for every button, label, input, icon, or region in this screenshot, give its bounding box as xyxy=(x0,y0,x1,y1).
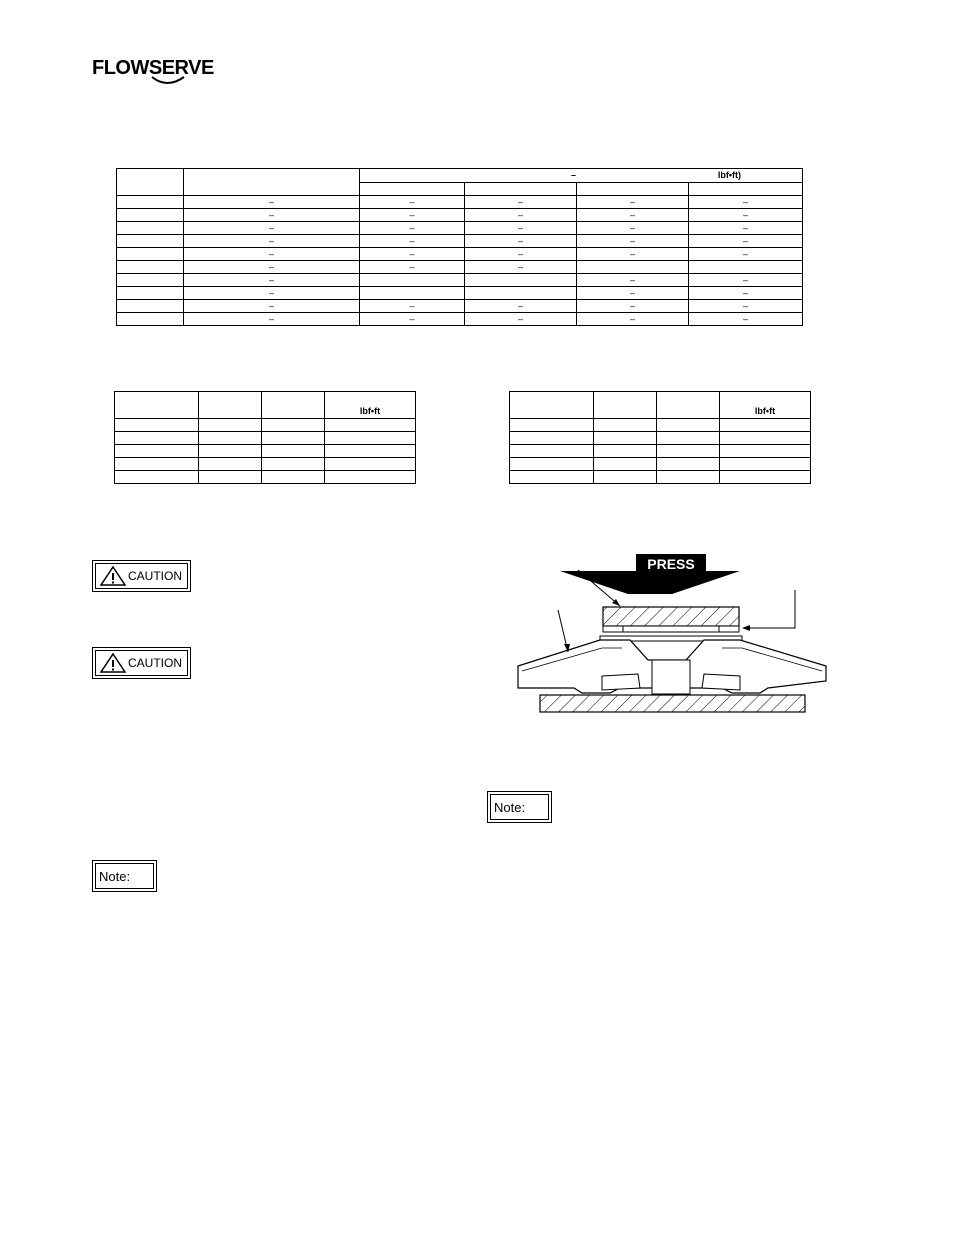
unit-header: lbf•ft xyxy=(720,392,811,419)
subheader-cell xyxy=(577,182,689,196)
subheader-cell xyxy=(689,182,803,196)
torque-header xyxy=(360,169,803,183)
table-row: – – – – – xyxy=(117,248,803,261)
note-label: Note: xyxy=(494,799,526,815)
logo-swoosh-icon xyxy=(92,75,212,87)
table-row xyxy=(510,419,811,432)
header-cell xyxy=(117,169,184,196)
unit-header: lbf•ft xyxy=(325,392,416,419)
warning-triangle-icon xyxy=(98,564,128,588)
table-row xyxy=(115,419,416,432)
header-dash: – xyxy=(570,170,576,181)
table-row: – – – – – xyxy=(117,196,803,209)
table-row xyxy=(115,445,416,458)
caution-label: CAUTION xyxy=(128,569,182,583)
header-cell xyxy=(184,169,360,196)
table-row xyxy=(510,432,811,445)
subheader-cell xyxy=(360,182,465,196)
table-row: – – – – – xyxy=(117,313,803,326)
table-row xyxy=(115,471,416,484)
table-row: – – – – – xyxy=(117,222,803,235)
leader-line xyxy=(744,590,795,628)
torque-table xyxy=(116,168,803,326)
table-row: – – – – – xyxy=(117,209,803,222)
caution-badge xyxy=(92,647,191,679)
flowserve-logo xyxy=(92,55,212,87)
caution-label: CAUTION xyxy=(128,656,182,670)
caution-badge xyxy=(92,560,191,592)
table-row: – – – – – xyxy=(117,300,803,313)
note-label: Note: xyxy=(99,868,131,884)
table-row: – – – – – xyxy=(117,235,803,248)
header-unit: lbf•ft) xyxy=(717,170,741,181)
table-row: – – – xyxy=(117,274,803,287)
table-row xyxy=(510,458,811,471)
small-table-right xyxy=(509,391,811,484)
press-diagram xyxy=(510,548,840,720)
note-badge xyxy=(487,791,552,823)
table-row xyxy=(510,471,811,484)
table-row xyxy=(115,432,416,445)
base-plate xyxy=(540,695,805,712)
small-table-left xyxy=(114,391,416,484)
table-row: – – – xyxy=(117,287,803,300)
logo-text: FLOWSERVE xyxy=(92,57,214,79)
warning-triangle-icon xyxy=(98,651,128,675)
press-label: PRESS xyxy=(647,556,695,572)
table-row xyxy=(510,445,811,458)
press-plate xyxy=(603,607,739,626)
table-row xyxy=(115,458,416,471)
subheader-cell xyxy=(465,182,577,196)
table-row: – – – xyxy=(117,261,803,274)
note-badge xyxy=(92,860,157,892)
